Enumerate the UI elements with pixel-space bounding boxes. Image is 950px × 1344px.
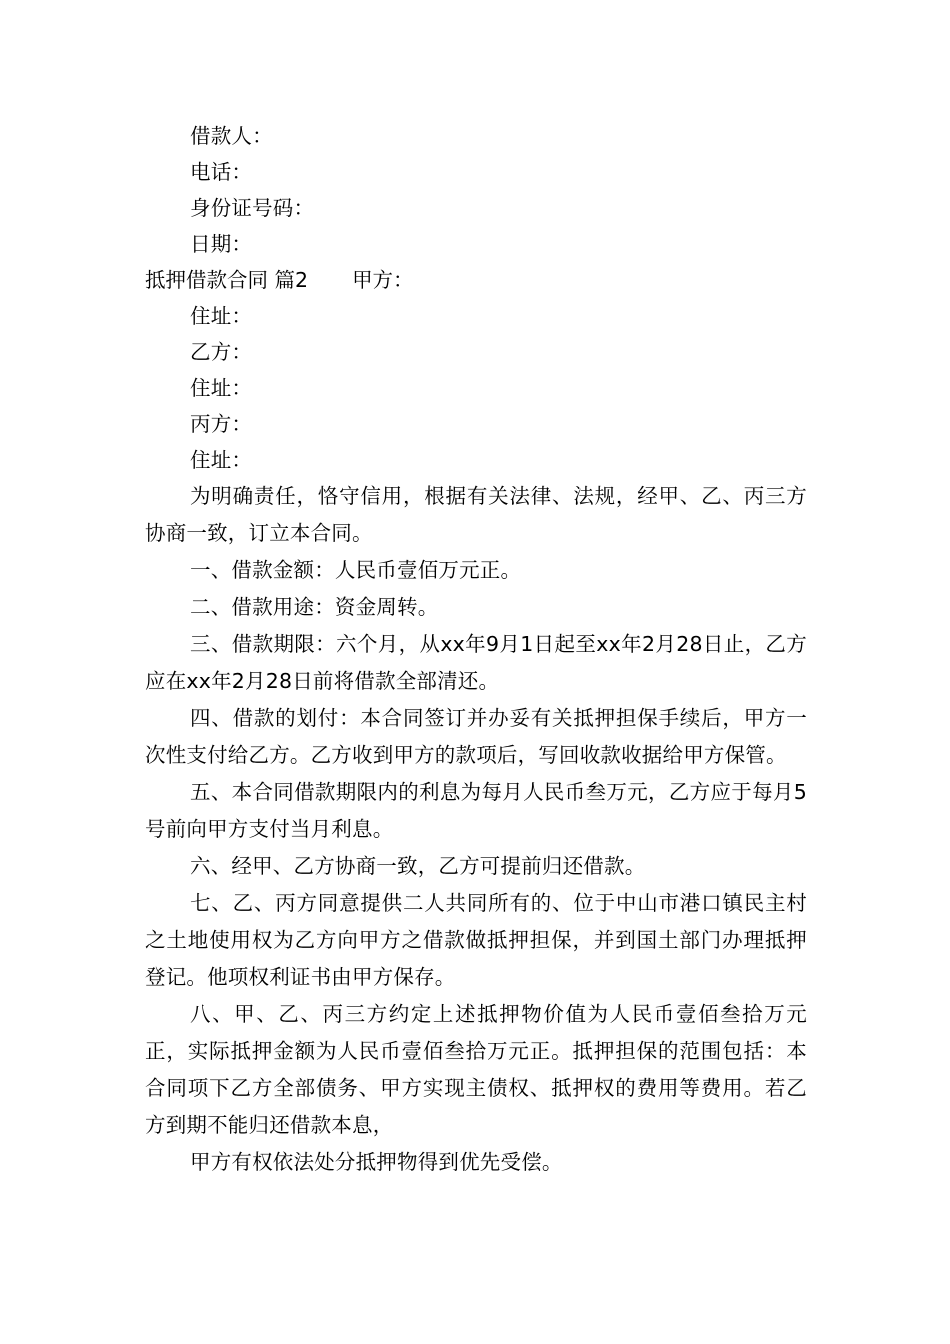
address-line-3: 住址： — [190, 448, 253, 472]
clause-interest: 五、本合同借款期限内的利息为每月人民币叁万元，乙方应于每月5号前向甲方支付当月利息。 — [145, 780, 807, 841]
party-b-line: 乙方： — [190, 340, 253, 364]
clause-priority-right: 甲方有权依法处分抵押物得到优先受偿。 — [190, 1150, 563, 1174]
party-c-line: 丙方： — [190, 412, 253, 436]
clause-loan-purpose: 二、借款用途：资金周转。 — [190, 595, 439, 619]
party-a-line: 甲方： — [352, 268, 414, 292]
address-line-2: 住址： — [190, 376, 253, 400]
contract-heading — [145, 262, 807, 298]
address-line-1: 住址： — [190, 304, 253, 328]
document-page — [145, 118, 807, 1181]
phone-line: 电话： — [190, 160, 253, 184]
preamble-paragraph: 为明确责任，恪守信用，根据有关法律、法规，经甲、乙、丙三方协商一致，订立本合同。 — [145, 484, 807, 545]
clause-loan-term: 三、借款期限：六个月，从xx年9月1日起至xx年2月28日止，乙方应在xx年2月28日前将借款全部清还。 — [145, 632, 807, 693]
contract-title: 抵押借款合同 篇2 — [145, 268, 309, 292]
id-number-line: 身份证号码： — [190, 196, 315, 220]
clause-loan-amount: 一、借款金额：人民币壹佰万元正。 — [190, 558, 522, 582]
clause-collateral-value: 八、甲、乙、丙三方约定上述抵押物价值为人民币壹佰叁拾万元正，实际抵押金额为人民币壹佰叁拾万元正。抵押担保的范围包括：本合同项下乙方全部债务、甲方实现主债权、抵押权的费用等费用。若乙方到期不能归还借款本息， — [145, 1002, 807, 1137]
date-line: 日期： — [190, 232, 253, 256]
clause-loan-payment: 四、借款的划付：本合同签订并办妥有关抵押担保手续后，甲方一次性支付给乙方。乙方收到甲方的款项后，写回收款收据给甲方保管。 — [145, 706, 807, 767]
borrower-line: 借款人： — [190, 124, 273, 148]
clause-early-repayment: 六、经甲、乙方协商一致，乙方可提前归还借款。 — [190, 854, 646, 878]
clause-collateral: 七、乙、丙方同意提供二人共同所有的、位于中山市港口镇民主村之土地使用权为乙方向甲方之借款做抵押担保，并到国土部门办理抵押登记。他项权利证书由甲方保存。 — [145, 891, 807, 989]
